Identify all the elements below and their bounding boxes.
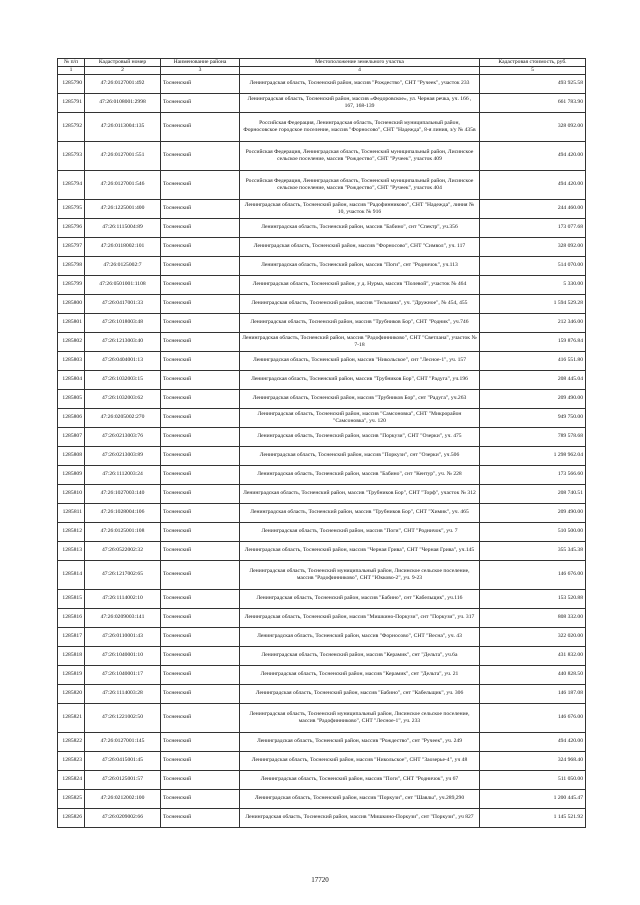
row-number-cell: 1285802 <box>58 332 85 351</box>
cadastral-number-cell: 47:26:1032003:62 <box>85 389 161 408</box>
land-location-cell: Ленинградская область, Тосненский район, массив "Поркузи", снт "Озерки", уч.506 <box>240 446 480 465</box>
table-row <box>58 408 586 427</box>
land-location-cell: Ленинградская область, Тосненский район, массив "Черная Грива", СНТ "Черная Грива", уч.145 <box>240 541 480 560</box>
cadastral-number-cell: 47:26:0213003:89 <box>85 446 161 465</box>
table-header-row <box>58 59 586 67</box>
cadastral-value-cell: 5 330.00 <box>480 275 586 294</box>
cadastral-number-cell: 47:26:0501001:1108 <box>85 275 161 294</box>
district-name-cell: Тосненский <box>161 218 240 237</box>
land-location-cell: Ленинградская область, Тосненский район, массив "Рождество", СНТ "Ручеек", участок 233 <box>240 74 480 93</box>
land-location-cell: Ленинградская область, Тосненский район, массив "Мишкино-Поркузи", снт "Поркузи", уч. 317 <box>240 608 480 627</box>
district-name-cell: Тосненский <box>161 732 240 751</box>
row-number-cell: 1285795 <box>58 199 85 218</box>
table-row <box>58 170 586 199</box>
cadastral-number-cell: 47:26:0404001:13 <box>85 351 161 370</box>
table-row <box>58 589 586 608</box>
cadastral-number-cell: 47:26:1018003:48 <box>85 313 161 332</box>
row-number-cell: 1285820 <box>58 684 85 703</box>
cadastral-value-cell: 510 500.00 <box>480 522 586 541</box>
row-number-cell: 1285806 <box>58 408 85 427</box>
table-column-numbers-row <box>58 67 586 75</box>
row-number-cell: 1285822 <box>58 732 85 751</box>
row-number-cell: 1285824 <box>58 770 85 789</box>
table-row <box>58 703 586 732</box>
land-location-cell: Российская Федерация, Ленинградская область, Тосненский муниципальный район, Форносовское городское поселение, массив "Форносово", СНТ "Надежда", 8-я линия, з/у № 435в <box>240 112 480 141</box>
cadastral-number-cell: 47:26:1032003:15 <box>85 370 161 389</box>
cadastral-number-cell: 47:26:1225001:400 <box>85 199 161 218</box>
table-row <box>58 751 586 770</box>
cadastral-number-cell: 47:26:1221002:50 <box>85 703 161 732</box>
land-location-cell: Ленинградская область, Тосненский район, массив "Керамик", снт "Дельта", уч. 21 <box>240 665 480 684</box>
district-name-cell: Тосненский <box>161 199 240 218</box>
table-row <box>58 808 586 827</box>
land-location-cell: Ленинградская область, Тосненский район, массив "Поги", СНТ "Родничок", уч. 7 <box>240 522 480 541</box>
row-number-cell: 1285790 <box>58 74 85 93</box>
cadastral-number-cell: 47:26:0127001:546 <box>85 170 161 199</box>
land-location-cell: Ленинградская область, Тосненский район, массив «Федоровское», ул. Черная речка, уч. 166 , 167, 168-139 <box>240 93 480 112</box>
row-number-cell: 1285805 <box>58 389 85 408</box>
cadastral-number-cell: 47:26:0212002:100 <box>85 789 161 808</box>
cadastral-value-cell: 493 925.58 <box>480 74 586 93</box>
header-cadastral-value: Кадастровая стоимость, руб. <box>480 59 586 67</box>
cadastral-value-cell: 212 346.00 <box>480 313 586 332</box>
column-number: 1 <box>58 67 85 75</box>
cadastral-number-cell: 47:26:1040001:10 <box>85 646 161 665</box>
land-location-cell: Ленинградская область, Тосненский муниципальный район, Лисинское сельское поселение, массив "Радофинниково", СНТ "Юкково-2", уч. 9-23 <box>240 560 480 589</box>
land-location-cell: Ленинградская область, Тосненский район, массив "Поркузи", СНТ "Озерки", уч. 475 <box>240 427 480 446</box>
cadastral-value-cell: 324 968.40 <box>480 751 586 770</box>
cadastral-number-cell: 47:26:0127001:145 <box>85 732 161 751</box>
cadastral-value-cell: 514 070.00 <box>480 256 586 275</box>
table-row <box>58 332 586 351</box>
district-name-cell: Тосненский <box>161 294 240 313</box>
header-cadastral-number: Кадастровый номер <box>85 59 161 67</box>
cadastral-number-cell: 47:26:0127001:492 <box>85 74 161 93</box>
cadastral-value-cell: 146 676.00 <box>480 560 586 589</box>
land-location-cell: Ленинградская область, Тосненский район, массив "Форносово", СНТ "Символ", уч. 117 <box>240 237 480 256</box>
land-location-cell: Ленинградская область, Тосненский муниципальный район, Лисинское сельское поселение, массив "Радофинниково", СНТ "Лесное-1", уч. 233 <box>240 703 480 732</box>
table-row <box>58 465 586 484</box>
table-row <box>58 112 586 141</box>
land-location-cell: Ленинградская область, Тосненский район, массив "Никольское", СНТ "Заозерье-4", уч 48 <box>240 751 480 770</box>
cadastral-number-cell: 47:26:1027003:140 <box>85 484 161 503</box>
land-cadastral-value-table <box>57 58 586 828</box>
row-number-cell: 1285798 <box>58 256 85 275</box>
land-location-cell: Ленинградская область, Тосненский район, массив "Керамик", снт "Дельта", уч.6а <box>240 646 480 665</box>
table-row <box>58 789 586 808</box>
land-location-cell: Ленинградская область, Тосненский район, массив "Поркузи", снт "Шавлы", уч.289,290 <box>240 789 480 808</box>
district-name-cell: Тосненский <box>161 808 240 827</box>
table-row <box>58 484 586 503</box>
table-row <box>58 427 586 446</box>
land-location-cell: Ленинградская область, Тосненский район, массив "Самсоновка", СНТ "Микрорайон "Самсоновка", уч. 120 <box>240 408 480 427</box>
cadastral-value-cell: 1 298 962.04 <box>480 446 586 465</box>
table-row <box>58 294 586 313</box>
table-row <box>58 351 586 370</box>
district-name-cell: Тосненский <box>161 589 240 608</box>
row-number-cell: 1285808 <box>58 446 85 465</box>
cadastral-number-cell: 47:26:0417001:33 <box>85 294 161 313</box>
table-row <box>58 732 586 751</box>
cadastral-number-cell: 47:26:0125001:108 <box>85 522 161 541</box>
land-location-cell: Ленинградская область, Тосненский район, массив "Трубников Бор", СНТ "Родник", уч.746 <box>240 313 480 332</box>
cadastral-value-cell: 153 520.88 <box>480 589 586 608</box>
row-number-cell: 1285793 <box>58 141 85 170</box>
row-number-cell: 1285807 <box>58 427 85 446</box>
district-name-cell: Тосненский <box>161 541 240 560</box>
land-location-cell: Ленинградская область, Тосненский район, массив "Никольское", снт "Лесное-1", уч. 157 <box>240 351 480 370</box>
district-name-cell: Тосненский <box>161 237 240 256</box>
cadastral-value-cell: 431 832.00 <box>480 646 586 665</box>
cadastral-value-cell: 789 578.68 <box>480 427 586 446</box>
row-number-cell: 1285817 <box>58 627 85 646</box>
cadastral-number-cell: 47:26:0415001:45 <box>85 751 161 770</box>
district-name-cell: Тосненский <box>161 751 240 770</box>
header-district-name: Наименование района <box>161 59 240 67</box>
cadastral-number-cell: 47:26:0125001:57 <box>85 770 161 789</box>
land-location-cell: Ленинградская область, Тосненский район, массив "Трубников Бор", снт "Радуга", уч.263 <box>240 389 480 408</box>
cadastral-number-cell: 47:26:0113004:135 <box>85 112 161 141</box>
cadastral-value-cell: 661 783.90 <box>480 93 586 112</box>
column-number: 3 <box>161 67 240 75</box>
land-location-cell: Ленинградская область, Тосненский район, массив "Форносово", СНТ "Весна", уч. 43 <box>240 627 480 646</box>
cadastral-number-cell: 47:26:1115004:89 <box>85 218 161 237</box>
row-number-cell: 1285819 <box>58 665 85 684</box>
row-number-cell: 1285792 <box>58 112 85 141</box>
district-name-cell: Тосненский <box>161 313 240 332</box>
district-name-cell: Тосненский <box>161 389 240 408</box>
table-row <box>58 389 586 408</box>
land-location-cell: Ленинградская область, Тосненский район, массив "Мишкино-Поркузи", снт "Поркузи", уч 827 <box>240 808 480 827</box>
cadastral-number-cell: 47:26:1217002:65 <box>85 560 161 589</box>
cadastral-number-cell: 47:26:0213003:76 <box>85 427 161 446</box>
district-name-cell: Тосненский <box>161 684 240 703</box>
cadastral-value-cell: 173 566.60 <box>480 465 586 484</box>
district-name-cell: Тосненский <box>161 627 240 646</box>
row-number-cell: 1285814 <box>58 560 85 589</box>
district-name-cell: Тосненский <box>161 256 240 275</box>
land-location-cell: Ленинградская область, Тосненский район, массив "Бабино", снт "Кентур", уч. № 228 <box>240 465 480 484</box>
table-row <box>58 93 586 112</box>
land-location-cell: Ленинградская область, Тосненский район, массив "Поги", СНТ "Родничок", уч 67 <box>240 770 480 789</box>
table-row <box>58 522 586 541</box>
row-number-cell: 1285804 <box>58 370 85 389</box>
table-row <box>58 446 586 465</box>
cadastral-value-cell: 416 551.80 <box>480 351 586 370</box>
header-land-location: Местоположение земельного участка <box>240 59 480 67</box>
district-name-cell: Тосненский <box>161 112 240 141</box>
district-name-cell: Тосненский <box>161 408 240 427</box>
row-number-cell: 1285809 <box>58 465 85 484</box>
cadastral-value-cell: 1 594 529.28 <box>480 294 586 313</box>
land-location-cell: Ленинградская область, Тосненский район, у д. Нурма, массив "Полевой", участок № 464 <box>240 275 480 294</box>
land-location-cell: Ленинградская область, Тосненский район, массив "Трубников Бор", СНТ "Химик", уч. 465 <box>240 503 480 522</box>
table-row <box>58 199 586 218</box>
cadastral-number-cell: 47:26:0125002:7 <box>85 256 161 275</box>
cadastral-number-cell: 47:26:1040001:17 <box>85 665 161 684</box>
land-location-cell: Ленинградская область, Тосненский район, массив "Бабино", снт "Кабельщик", уч.116 <box>240 589 480 608</box>
land-location-cell: Ленинградская область, Тосненский район, массив "Радофинниково", СНТ "Светлана", участок № 7-18 <box>240 332 480 351</box>
district-name-cell: Тосненский <box>161 332 240 351</box>
table-row <box>58 608 586 627</box>
cadastral-number-cell: 47:26:1028004:106 <box>85 503 161 522</box>
land-location-cell: Ленинградская область, Тосненский район, массив "Трубников Бор", СНТ "Торф", участок № 312 <box>240 484 480 503</box>
table-row <box>58 646 586 665</box>
table-row <box>58 275 586 294</box>
district-name-cell: Тосненский <box>161 560 240 589</box>
row-number-cell: 1285799 <box>58 275 85 294</box>
cadastral-number-cell: 47:26:0118002:101 <box>85 237 161 256</box>
cadastral-value-cell: 949 750.00 <box>480 408 586 427</box>
column-number: 5 <box>480 67 586 75</box>
cadastral-value-cell: 173 077.68 <box>480 218 586 237</box>
header-row-number: № п/п <box>58 59 85 67</box>
cadastral-value-cell: 355 345.38 <box>480 541 586 560</box>
cadastral-number-cell: 47:26:0209002:66 <box>85 808 161 827</box>
district-name-cell: Тосненский <box>161 703 240 732</box>
cadastral-number-cell: 47:26:0522002:32 <box>85 541 161 560</box>
cadastral-number-cell: 47:26:0205002:270 <box>85 408 161 427</box>
table-row <box>58 370 586 389</box>
land-location-cell: Российская Федерация, Ленинградская область, Тосненский муниципальный район, Лисинское сельское поселение, массив "Рождество", СНТ "Ручеек", участок 409 <box>240 141 480 170</box>
cadastral-value-cell: 328 092.00 <box>480 237 586 256</box>
cadastral-value-cell: 494 420.00 <box>480 170 586 199</box>
cadastral-number-cell: 47:26:1112003:24 <box>85 465 161 484</box>
cadastral-value-cell: 209 490.00 <box>480 503 586 522</box>
district-name-cell: Тосненский <box>161 522 240 541</box>
cadastral-value-cell: 494 420.00 <box>480 141 586 170</box>
row-number-cell: 1285811 <box>58 503 85 522</box>
row-number-cell: 1285826 <box>58 808 85 827</box>
cadastral-value-cell: 1 200 445.47 <box>480 789 586 808</box>
row-number-cell: 1285801 <box>58 313 85 332</box>
cadastral-value-cell: 511 050.00 <box>480 770 586 789</box>
district-name-cell: Тосненский <box>161 141 240 170</box>
district-name-cell: Тосненский <box>161 351 240 370</box>
cadastral-number-cell: 47:26:0110001:43 <box>85 627 161 646</box>
land-location-cell: Ленинградская область, Тосненский район, массив "Рождество", снт "Ручеек", уч. 249 <box>240 732 480 751</box>
cadastral-value-cell: 146 676.00 <box>480 703 586 732</box>
district-name-cell: Тосненский <box>161 646 240 665</box>
row-number-cell: 1285818 <box>58 646 85 665</box>
row-number-cell: 1285810 <box>58 484 85 503</box>
row-number-cell: 1285823 <box>58 751 85 770</box>
district-name-cell: Тосненский <box>161 465 240 484</box>
cadastral-value-cell: 328 092.00 <box>480 112 586 141</box>
land-location-cell: Ленинградская область, Тосненский район, массив "Радофинниково", СНТ "Надежда", линия № 10, участок № 916 <box>240 199 480 218</box>
table-row <box>58 541 586 560</box>
land-location-cell: Ленинградская область, Тосненский район, массив "Бабино", снт "Кабельщик", уч. 306 <box>240 684 480 703</box>
table-row <box>58 256 586 275</box>
district-name-cell: Тосненский <box>161 503 240 522</box>
land-location-cell: Ленинградская область, Тосненский район, массив "Трубников Бор", СНТ "Радуга", уч.196 <box>240 370 480 389</box>
row-number-cell: 1285791 <box>58 93 85 112</box>
table-body <box>58 74 586 827</box>
district-name-cell: Тосненский <box>161 446 240 465</box>
row-number-cell: 1285800 <box>58 294 85 313</box>
cadastral-value-cell: 208 740.51 <box>480 484 586 503</box>
table-row <box>58 141 586 170</box>
cadastral-value-cell: 494 420.00 <box>480 732 586 751</box>
district-name-cell: Тосненский <box>161 665 240 684</box>
table-row <box>58 313 586 332</box>
cadastral-value-cell: 244 460.00 <box>480 199 586 218</box>
district-name-cell: Тосненский <box>161 789 240 808</box>
row-number-cell: 1285803 <box>58 351 85 370</box>
district-name-cell: Тосненский <box>161 74 240 93</box>
table-row <box>58 218 586 237</box>
row-number-cell: 1285813 <box>58 541 85 560</box>
cadastral-number-cell: 47:26:1213003:40 <box>85 332 161 351</box>
cadastral-value-cell: 322 020.00 <box>480 627 586 646</box>
cadastral-value-cell: 159 876.84 <box>480 332 586 351</box>
cadastral-value-cell: 808 332.00 <box>480 608 586 627</box>
row-number-cell: 1285825 <box>58 789 85 808</box>
row-number-cell: 1285796 <box>58 218 85 237</box>
cadastral-value-cell: 208 445.04 <box>480 370 586 389</box>
district-name-cell: Тосненский <box>161 170 240 199</box>
table-row <box>58 770 586 789</box>
district-name-cell: Тосненский <box>161 770 240 789</box>
land-location-cell: Ленинградская область, Тосненский район, массив "Тельмана", уч. "Дружное", № 454, 455 <box>240 294 480 313</box>
column-number: 2 <box>85 67 161 75</box>
land-location-cell: Ленинградская область, Тосненский район, массив "Поги", снт "Родничок", уч.113 <box>240 256 480 275</box>
row-number-cell: 1285812 <box>58 522 85 541</box>
cadastral-number-cell: 47:26:1114002:10 <box>85 589 161 608</box>
page-number: 17720 <box>311 876 329 884</box>
land-location-cell: Российская Федерация, Ленинградская область, Тосненский муниципальный район, Лисинское сельское поселение, массив "Рождество", СНТ "Ручеек", участок 404 <box>240 170 480 199</box>
table-row <box>58 560 586 589</box>
row-number-cell: 1285815 <box>58 589 85 608</box>
table-row <box>58 665 586 684</box>
row-number-cell: 1285816 <box>58 608 85 627</box>
row-number-cell: 1285821 <box>58 703 85 732</box>
cadastral-number-cell: 47:26:0108001:2998 <box>85 93 161 112</box>
table-row <box>58 627 586 646</box>
district-name-cell: Тосненский <box>161 275 240 294</box>
district-name-cell: Тосненский <box>161 608 240 627</box>
cadastral-number-cell: 47:26:0209003:141 <box>85 608 161 627</box>
cadastral-value-cell: 209 490.00 <box>480 389 586 408</box>
table-row <box>58 503 586 522</box>
table-row <box>58 237 586 256</box>
cadastral-value-cell: 1 145 521.92 <box>480 808 586 827</box>
land-location-cell: Ленинградская область, Тосненский район, массив "Бабино", снт "Спектр", уч.356 <box>240 218 480 237</box>
table-row <box>58 74 586 93</box>
table-row <box>58 684 586 703</box>
row-number-cell: 1285794 <box>58 170 85 199</box>
cadastral-number-cell: 47:26:1114003:28 <box>85 684 161 703</box>
cadastral-number-cell: 47:26:0127001:551 <box>85 141 161 170</box>
row-number-cell: 1285797 <box>58 237 85 256</box>
column-number: 4 <box>240 67 480 75</box>
district-name-cell: Тосненский <box>161 427 240 446</box>
district-name-cell: Тосненский <box>161 370 240 389</box>
cadastral-value-cell: 440 828.50 <box>480 665 586 684</box>
district-name-cell: Тосненский <box>161 484 240 503</box>
district-name-cell: Тосненский <box>161 93 240 112</box>
cadastral-value-cell: 146 187.08 <box>480 684 586 703</box>
